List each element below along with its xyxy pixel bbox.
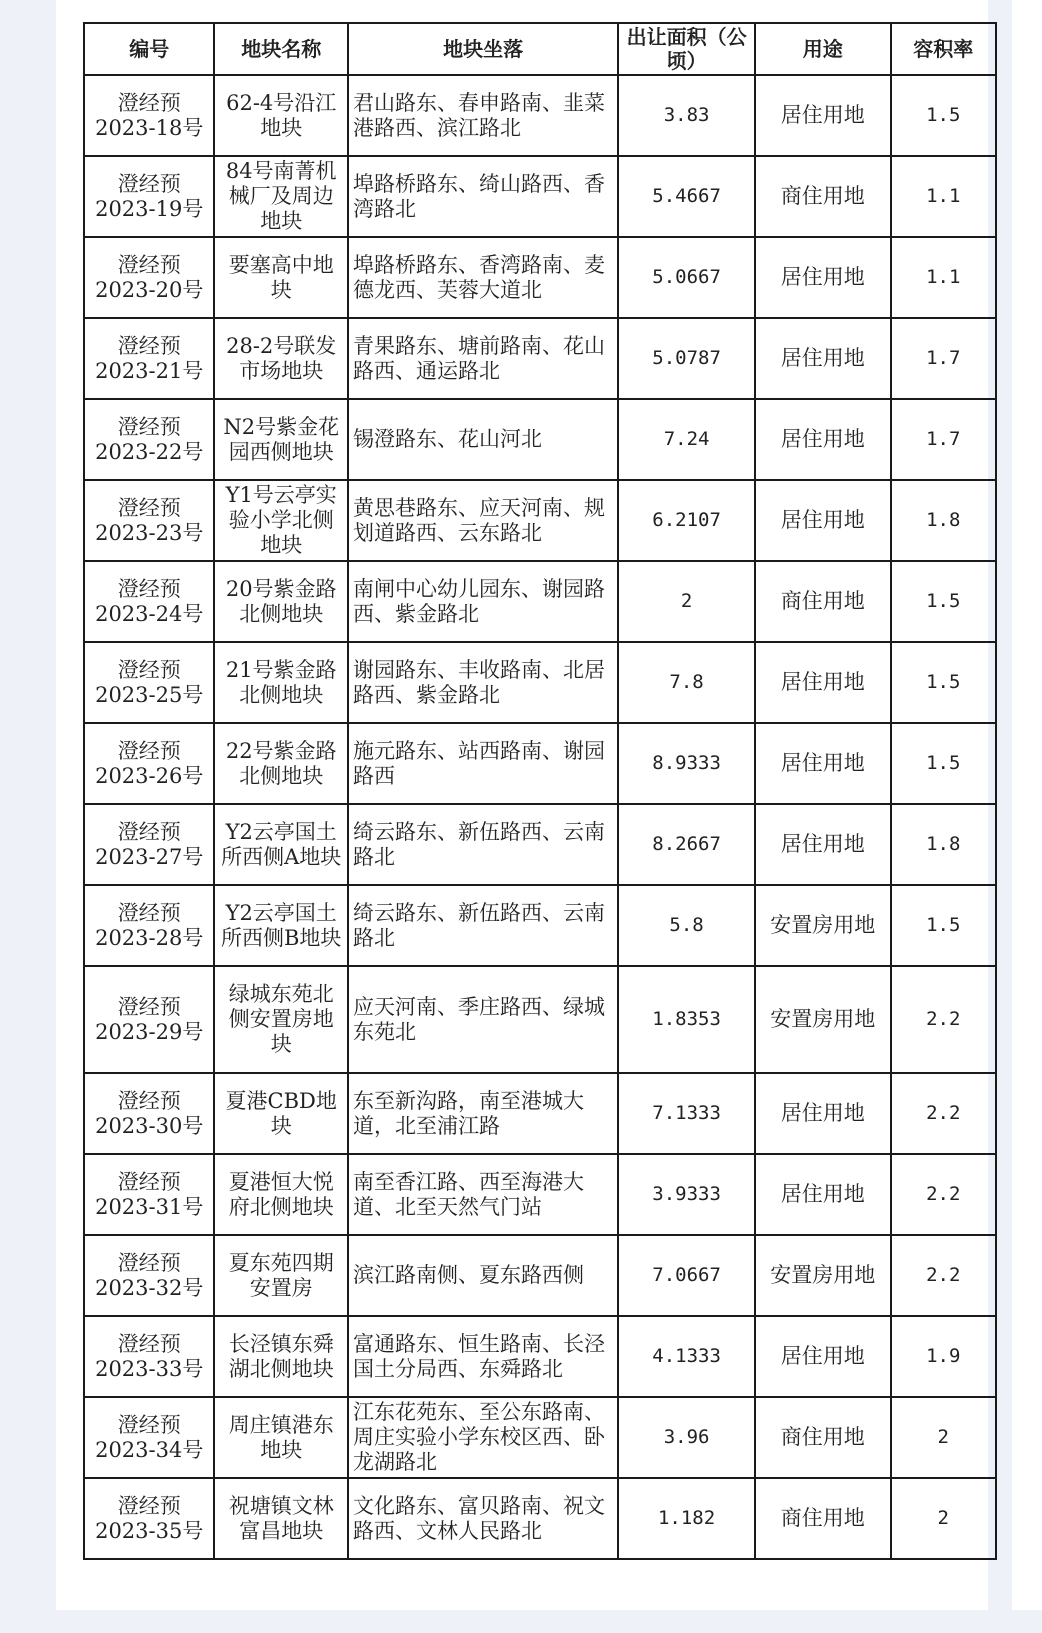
table-row [84, 237, 996, 318]
cell-area: 6.2107 [618, 480, 755, 561]
header-use: 用途 [755, 23, 891, 75]
cell-far: 1.5 [891, 642, 996, 723]
cell-area: 5.0787 [618, 318, 755, 399]
cell-use: 居住用地 [755, 642, 891, 723]
cell-area: 7.0667 [618, 1235, 755, 1316]
cell-use: 居住用地 [755, 318, 891, 399]
cell-far: 1.5 [891, 75, 996, 156]
cell-area: 8.2667 [618, 804, 755, 885]
table-row [84, 75, 996, 156]
cell-area: 1.182 [618, 1478, 755, 1559]
cell-area: 1.8353 [618, 966, 755, 1073]
cell-name: 绿城东苑北侧安置房地块 [214, 966, 348, 1073]
cell-use: 商住用地 [755, 1397, 891, 1478]
cell-location: 东至新沟路，南至港城大道，北至浦江路 [348, 1073, 618, 1154]
table-row [84, 318, 996, 399]
table-row [84, 399, 996, 480]
header-location: 地块坐落 [348, 23, 618, 75]
cell-use: 商住用地 [755, 1478, 891, 1559]
cell-name: 长泾镇东舜湖北侧地块 [214, 1316, 348, 1397]
header-area: 出让面积（公顷） [618, 23, 755, 75]
cell-location: 绮云路东、新伍路西、云南路北 [348, 804, 618, 885]
table-row [84, 1316, 996, 1397]
header-name: 地块名称 [214, 23, 348, 75]
cell-use: 居住用地 [755, 237, 891, 318]
cell-area: 7.8 [618, 642, 755, 723]
cell-code: 澄经预2023-32号 [84, 1235, 214, 1316]
cell-location: 埠路桥路东、香湾路南、麦德龙西、芙蓉大道北 [348, 237, 618, 318]
cell-code: 澄经预2023-23号 [84, 480, 214, 561]
cell-code: 澄经预2023-19号 [84, 156, 214, 237]
cell-area: 3.83 [618, 75, 755, 156]
right-margin [1012, 0, 1042, 1633]
cell-location: 青果路东、塘前路南、花山路西、通运路北 [348, 318, 618, 399]
cell-use: 居住用地 [755, 1154, 891, 1235]
cell-use: 居住用地 [755, 804, 891, 885]
cell-code: 澄经预2023-34号 [84, 1397, 214, 1478]
cell-far: 2 [891, 1397, 996, 1478]
cell-name: 84号南菁机械厂及周边地块 [214, 156, 348, 237]
cell-location: 富通路东、恒生路南、长泾国土分局西、东舜路北 [348, 1316, 618, 1397]
cell-name: 22号紫金路北侧地块 [214, 723, 348, 804]
cell-location: 滨江路南侧、夏东路西侧 [348, 1235, 618, 1316]
cell-code: 澄经预2023-20号 [84, 237, 214, 318]
table-row [84, 1478, 996, 1559]
cell-code: 澄经预2023-29号 [84, 966, 214, 1073]
cell-use: 安置房用地 [755, 1235, 891, 1316]
cell-code: 澄经预2023-26号 [84, 723, 214, 804]
table-row [84, 885, 996, 966]
cell-code: 澄经预2023-18号 [84, 75, 214, 156]
cell-far: 1.7 [891, 399, 996, 480]
cell-code: 澄经预2023-27号 [84, 804, 214, 885]
cell-area: 5.4667 [618, 156, 755, 237]
cell-far: 1.9 [891, 1316, 996, 1397]
cell-far: 2.2 [891, 1154, 996, 1235]
cell-area: 5.0667 [618, 237, 755, 318]
cell-area: 7.1333 [618, 1073, 755, 1154]
table-row [84, 723, 996, 804]
table-row [84, 966, 996, 1073]
cell-name: Y2云亭国土所西侧A地块 [214, 804, 348, 885]
cell-name: 28-2号联发市场地块 [214, 318, 348, 399]
cell-code: 澄经预2023-35号 [84, 1478, 214, 1559]
cell-name: 要塞高中地块 [214, 237, 348, 318]
cell-location: 江东花苑东、至公东路南、周庄实验小学东校区西、卧龙湖路北 [348, 1397, 618, 1478]
cell-location: 南至香江路、西至海港大道、北至天然气门站 [348, 1154, 618, 1235]
cell-code: 澄经预2023-21号 [84, 318, 214, 399]
cell-location: 绮云路东、新伍路西、云南路北 [348, 885, 618, 966]
cell-far: 1.7 [891, 318, 996, 399]
cell-location: 君山路东、春申路南、韭菜港路西、滨江路北 [348, 75, 618, 156]
cell-use: 居住用地 [755, 1073, 891, 1154]
cell-code: 澄经预2023-24号 [84, 561, 214, 642]
cell-far: 1.5 [891, 885, 996, 966]
cell-name: Y1号云亭实验小学北侧地块 [214, 480, 348, 561]
cell-code: 澄经预2023-22号 [84, 399, 214, 480]
cell-name: 夏东苑四期安置房 [214, 1235, 348, 1316]
land-parcel-table [83, 22, 997, 1560]
header-code: 编号 [84, 23, 214, 75]
cell-location: 施元路东、站西路南、谢园路西 [348, 723, 618, 804]
cell-location: 应天河南、季庄路西、绿城东苑北 [348, 966, 618, 1073]
cell-name: 祝塘镇文林富昌地块 [214, 1478, 348, 1559]
table-row [84, 1073, 996, 1154]
cell-use: 居住用地 [755, 75, 891, 156]
table-row [84, 156, 996, 237]
cell-name: N2号紫金花园西侧地块 [214, 399, 348, 480]
cell-location: 埠路桥路东、绮山路西、香湾路北 [348, 156, 618, 237]
cell-code: 澄经预2023-30号 [84, 1073, 214, 1154]
cell-far: 2.2 [891, 966, 996, 1073]
table-row [84, 1154, 996, 1235]
cell-use: 安置房用地 [755, 885, 891, 966]
cell-use: 居住用地 [755, 399, 891, 480]
cell-use: 居住用地 [755, 480, 891, 561]
table-row [84, 1235, 996, 1316]
cell-area: 3.96 [618, 1397, 755, 1478]
cell-use: 居住用地 [755, 723, 891, 804]
cell-area: 2 [618, 561, 755, 642]
cell-far: 1.1 [891, 156, 996, 237]
cell-use: 居住用地 [755, 1316, 891, 1397]
cell-far: 1.1 [891, 237, 996, 318]
cell-far: 2.2 [891, 1073, 996, 1154]
cell-area: 3.9333 [618, 1154, 755, 1235]
cell-far: 1.5 [891, 561, 996, 642]
cell-area: 4.1333 [618, 1316, 755, 1397]
bottom-strip [0, 1610, 1042, 1633]
cell-far: 2 [891, 1478, 996, 1559]
cell-use: 商住用地 [755, 561, 891, 642]
cell-name: 夏港CBD地块 [214, 1073, 348, 1154]
cell-far: 1.8 [891, 480, 996, 561]
cell-far: 2.2 [891, 1235, 996, 1316]
cell-use: 商住用地 [755, 156, 891, 237]
cell-name: 20号紫金路北侧地块 [214, 561, 348, 642]
cell-code: 澄经预2023-33号 [84, 1316, 214, 1397]
cell-area: 8.9333 [618, 723, 755, 804]
cell-use: 安置房用地 [755, 966, 891, 1073]
table-row [84, 804, 996, 885]
cell-code: 澄经预2023-28号 [84, 885, 214, 966]
cell-far: 1.5 [891, 723, 996, 804]
cell-location: 黄思巷路东、应天河南、规划道路西、云东路北 [348, 480, 618, 561]
cell-name: 62-4号沿江地块 [214, 75, 348, 156]
cell-name: 21号紫金路北侧地块 [214, 642, 348, 723]
cell-name: 夏港恒大悦府北侧地块 [214, 1154, 348, 1235]
table-row [84, 642, 996, 723]
table-row [84, 480, 996, 561]
table-header-row [84, 23, 996, 75]
cell-location: 锡澄路东、花山河北 [348, 399, 618, 480]
table-row [84, 561, 996, 642]
cell-location: 文化路东、富贝路南、祝文路西、文林人民路北 [348, 1478, 618, 1559]
cell-location: 谢园路东、丰收路南、北居路西、紫金路北 [348, 642, 618, 723]
cell-area: 5.8 [618, 885, 755, 966]
cell-code: 澄经预2023-25号 [84, 642, 214, 723]
cell-far: 1.8 [891, 804, 996, 885]
header-far: 容积率 [891, 23, 996, 75]
cell-name: Y2云亭国土所西侧B地块 [214, 885, 348, 966]
cell-area: 7.24 [618, 399, 755, 480]
table-row [84, 1397, 996, 1478]
cell-location: 南闸中心幼儿园东、谢园路西、紫金路北 [348, 561, 618, 642]
cell-code: 澄经预2023-31号 [84, 1154, 214, 1235]
cell-name: 周庄镇港东地块 [214, 1397, 348, 1478]
